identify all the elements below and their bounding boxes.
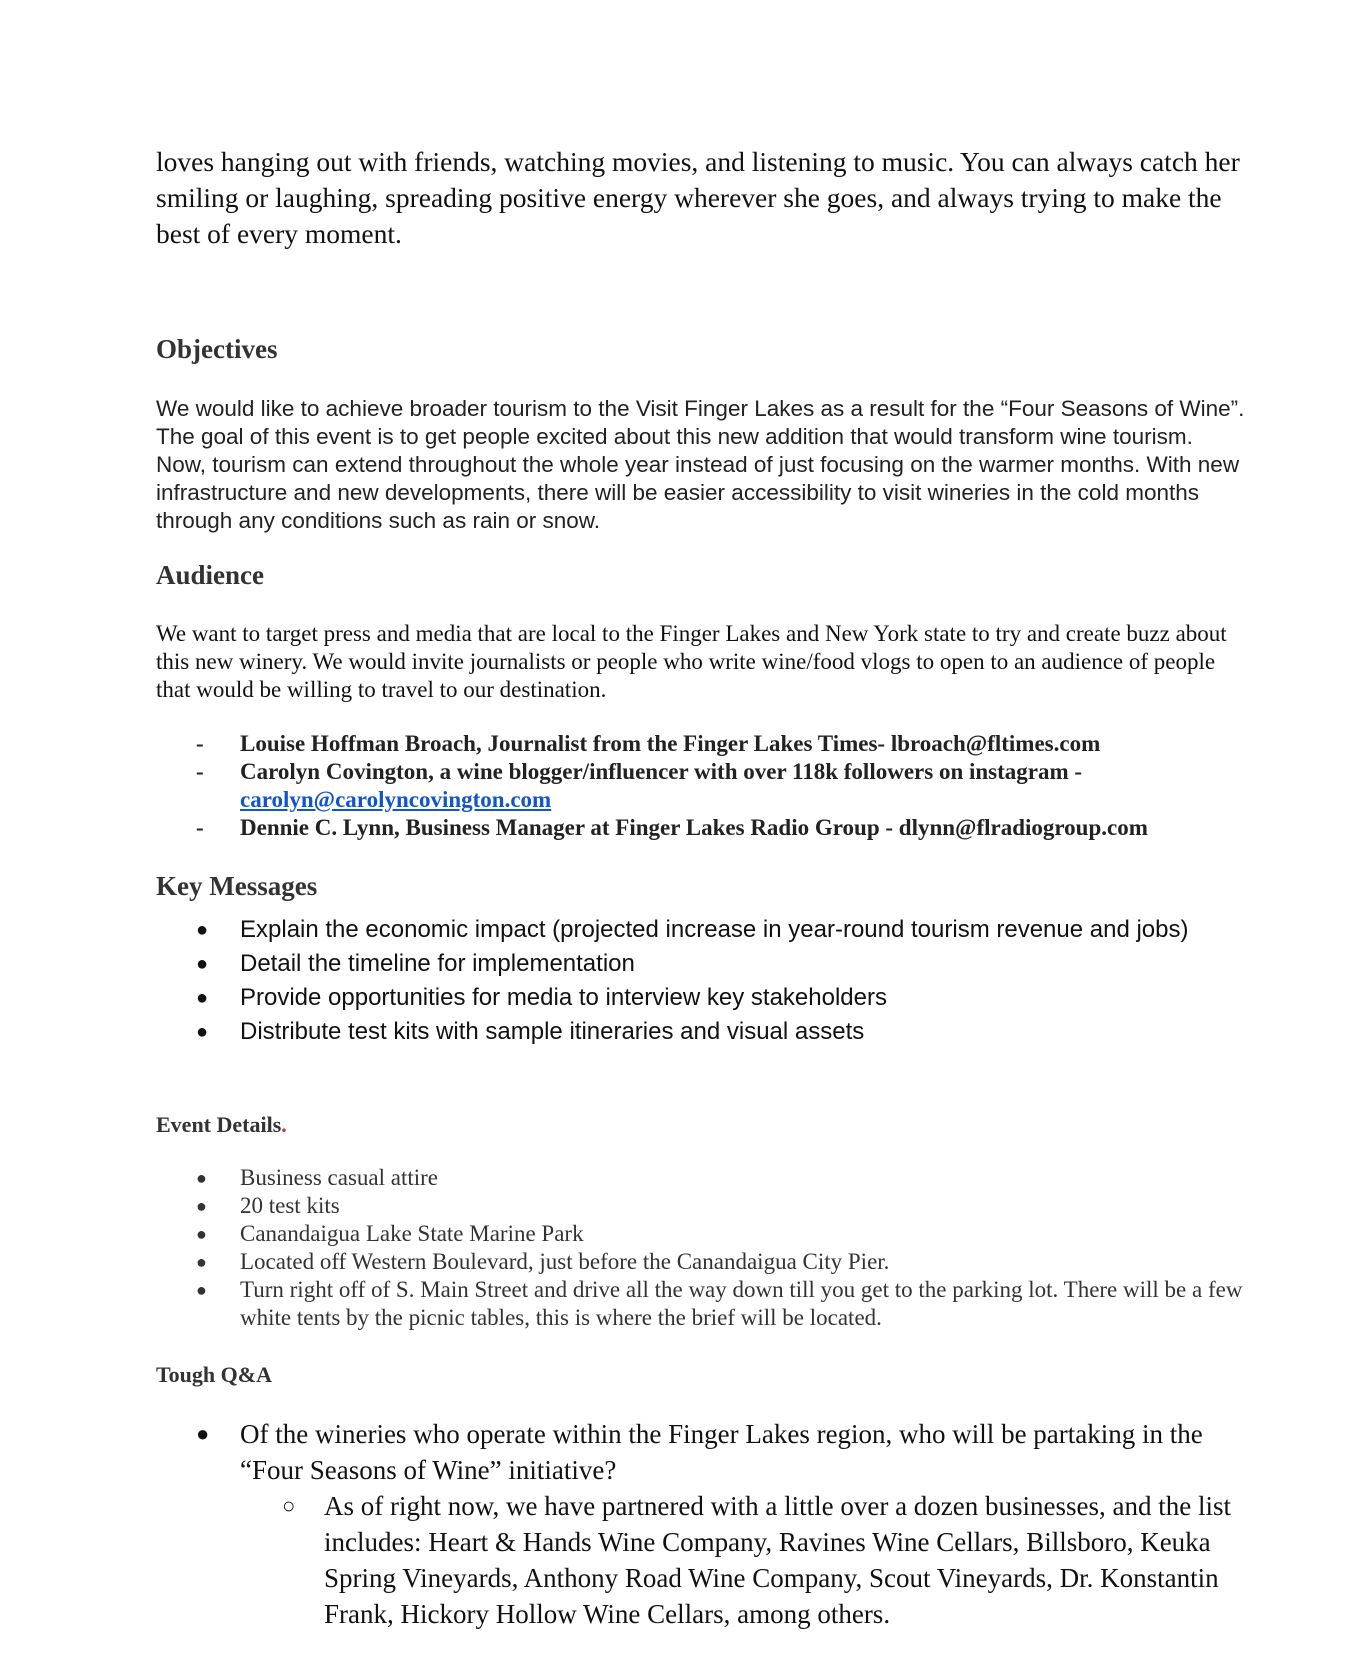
bullet-icon: ● [196,1252,207,1272]
list-item [156,981,1246,1015]
list-item-text: 20 test kits [240,1193,340,1218]
answer-item [156,1488,1246,1632]
key-messages-list [156,913,1246,1049]
key-messages-heading: Key Messages [156,871,318,901]
contact-text: Carolyn Covington, a wine blogger/influencer with over 118k followers on instagram - [240,759,1083,784]
bullet-icon: ● [196,953,209,975]
audience-heading: Audience [156,560,264,590]
question-item [156,1416,1246,1488]
list-item-text: Explain the economic impact (projected increase in year-round tourism revenue and jobs) [240,916,1189,943]
answer-text: As of right now, we have partnered with a little over a dozen businesses, and the list includes: Heart & Hands Wine Company, Ravines Wine Cellars, Billsboro, Keuka Spring Vineyards, Anthony Road Wine Company, Scout Vineyards, Dr. Konstantin Frank, Hickory Hollow Wine Cellars, among others. [324,1491,1232,1629]
dash-marker: - [196,731,204,756]
list-item [156,1248,1246,1276]
list-item-text: Turn right off of S. Main Street and drive all the way down till you get to the parking lot. There will be a few white tents by the picnic tables, this is where the brief will be located. [240,1277,1243,1330]
contact-text: Louise Hoffman Broach, Journalist from the Finger Lakes Times- lbroach@fltimes.com [240,731,1101,756]
list-item [156,947,1246,981]
event-details-list [156,1164,1246,1332]
audience-paragraph: We want to target press and media that are local to the Finger Lakes and New York state to try and create buzz about this new winery. We would invite journalists or people who write wine/food vlogs to open to an audience of people that would be willing to travel to our destination. [156,621,1227,702]
dash-marker: - [196,815,204,840]
contact-text: Dennie C. Lynn, Business Manager at Finger Lakes Radio Group - dlynn@flradiogroup.com [240,815,1148,840]
bullet-icon: ● [196,1224,207,1244]
email-link[interactable]: carolyn@carolyncovington.com [240,787,552,812]
bullet-icon: ● [196,1021,209,1043]
tough-qa-list [156,1416,1246,1632]
list-item [156,1164,1246,1192]
contact-item [156,730,1246,758]
bullet-icon: ● [196,987,209,1009]
event-details-heading-text: Event Details [156,1112,282,1137]
contact-item [156,814,1246,842]
contact-list [156,730,1246,842]
heading-period: . [281,1112,287,1137]
event-details-heading [156,1112,287,1138]
list-item-text: Detail the timeline for implementation [240,950,635,977]
bullet-icon: ● [196,1421,210,1446]
list-item-text: Distribute test kits with sample itineraries and visual assets [240,1018,865,1045]
list-item [156,913,1246,947]
objectives-paragraph: We would like to achieve broader tourism to the Visit Finger Lakes as a result for the “Four Seasons of Wine”. The goal of this event is to get people excited about this new addition that would transform wine tourism. Now, tourism can extend throughout the whole year instead of just focusing on the warmer months. With new infrastructure and new developments, there will be easier accessibility to visit wineries in the cold months through any conditions such as rain or snow. [156,396,1245,533]
list-item-text: Canandaigua Lake State Marine Park [240,1221,584,1246]
list-item [156,1276,1246,1332]
tough-qa-heading: Tough Q&A [156,1362,272,1387]
list-item-text: Business casual attire [240,1165,439,1190]
objectives-heading: Objectives [156,334,278,364]
intro-paragraph: loves hanging out with friends, watching movies, and listening to music. You can always catch her smiling or laughing, spreading positive energy wherever she goes, and always trying to make the best of every moment. [156,146,1240,249]
circle-bullet-icon: ○ [282,1493,296,1518]
bullet-icon: ● [196,1168,207,1188]
dash-marker: - [196,759,204,784]
list-item [156,1192,1246,1220]
list-item [156,1015,1246,1049]
bullet-icon: ● [196,1280,207,1300]
list-item [156,1220,1246,1248]
list-item-text: Provide opportunities for media to interview key stakeholders [240,984,887,1011]
bullet-icon: ● [196,1196,207,1216]
question-text: Of the wineries who operate within the Finger Lakes region, who will be partaking in the “Four Seasons of Wine” initiative? [240,1419,1203,1485]
bullet-icon: ● [196,919,209,941]
list-item-text: Located off Western Boulevard, just before the Canandaigua City Pier. [240,1249,890,1274]
contact-item [156,758,1246,814]
